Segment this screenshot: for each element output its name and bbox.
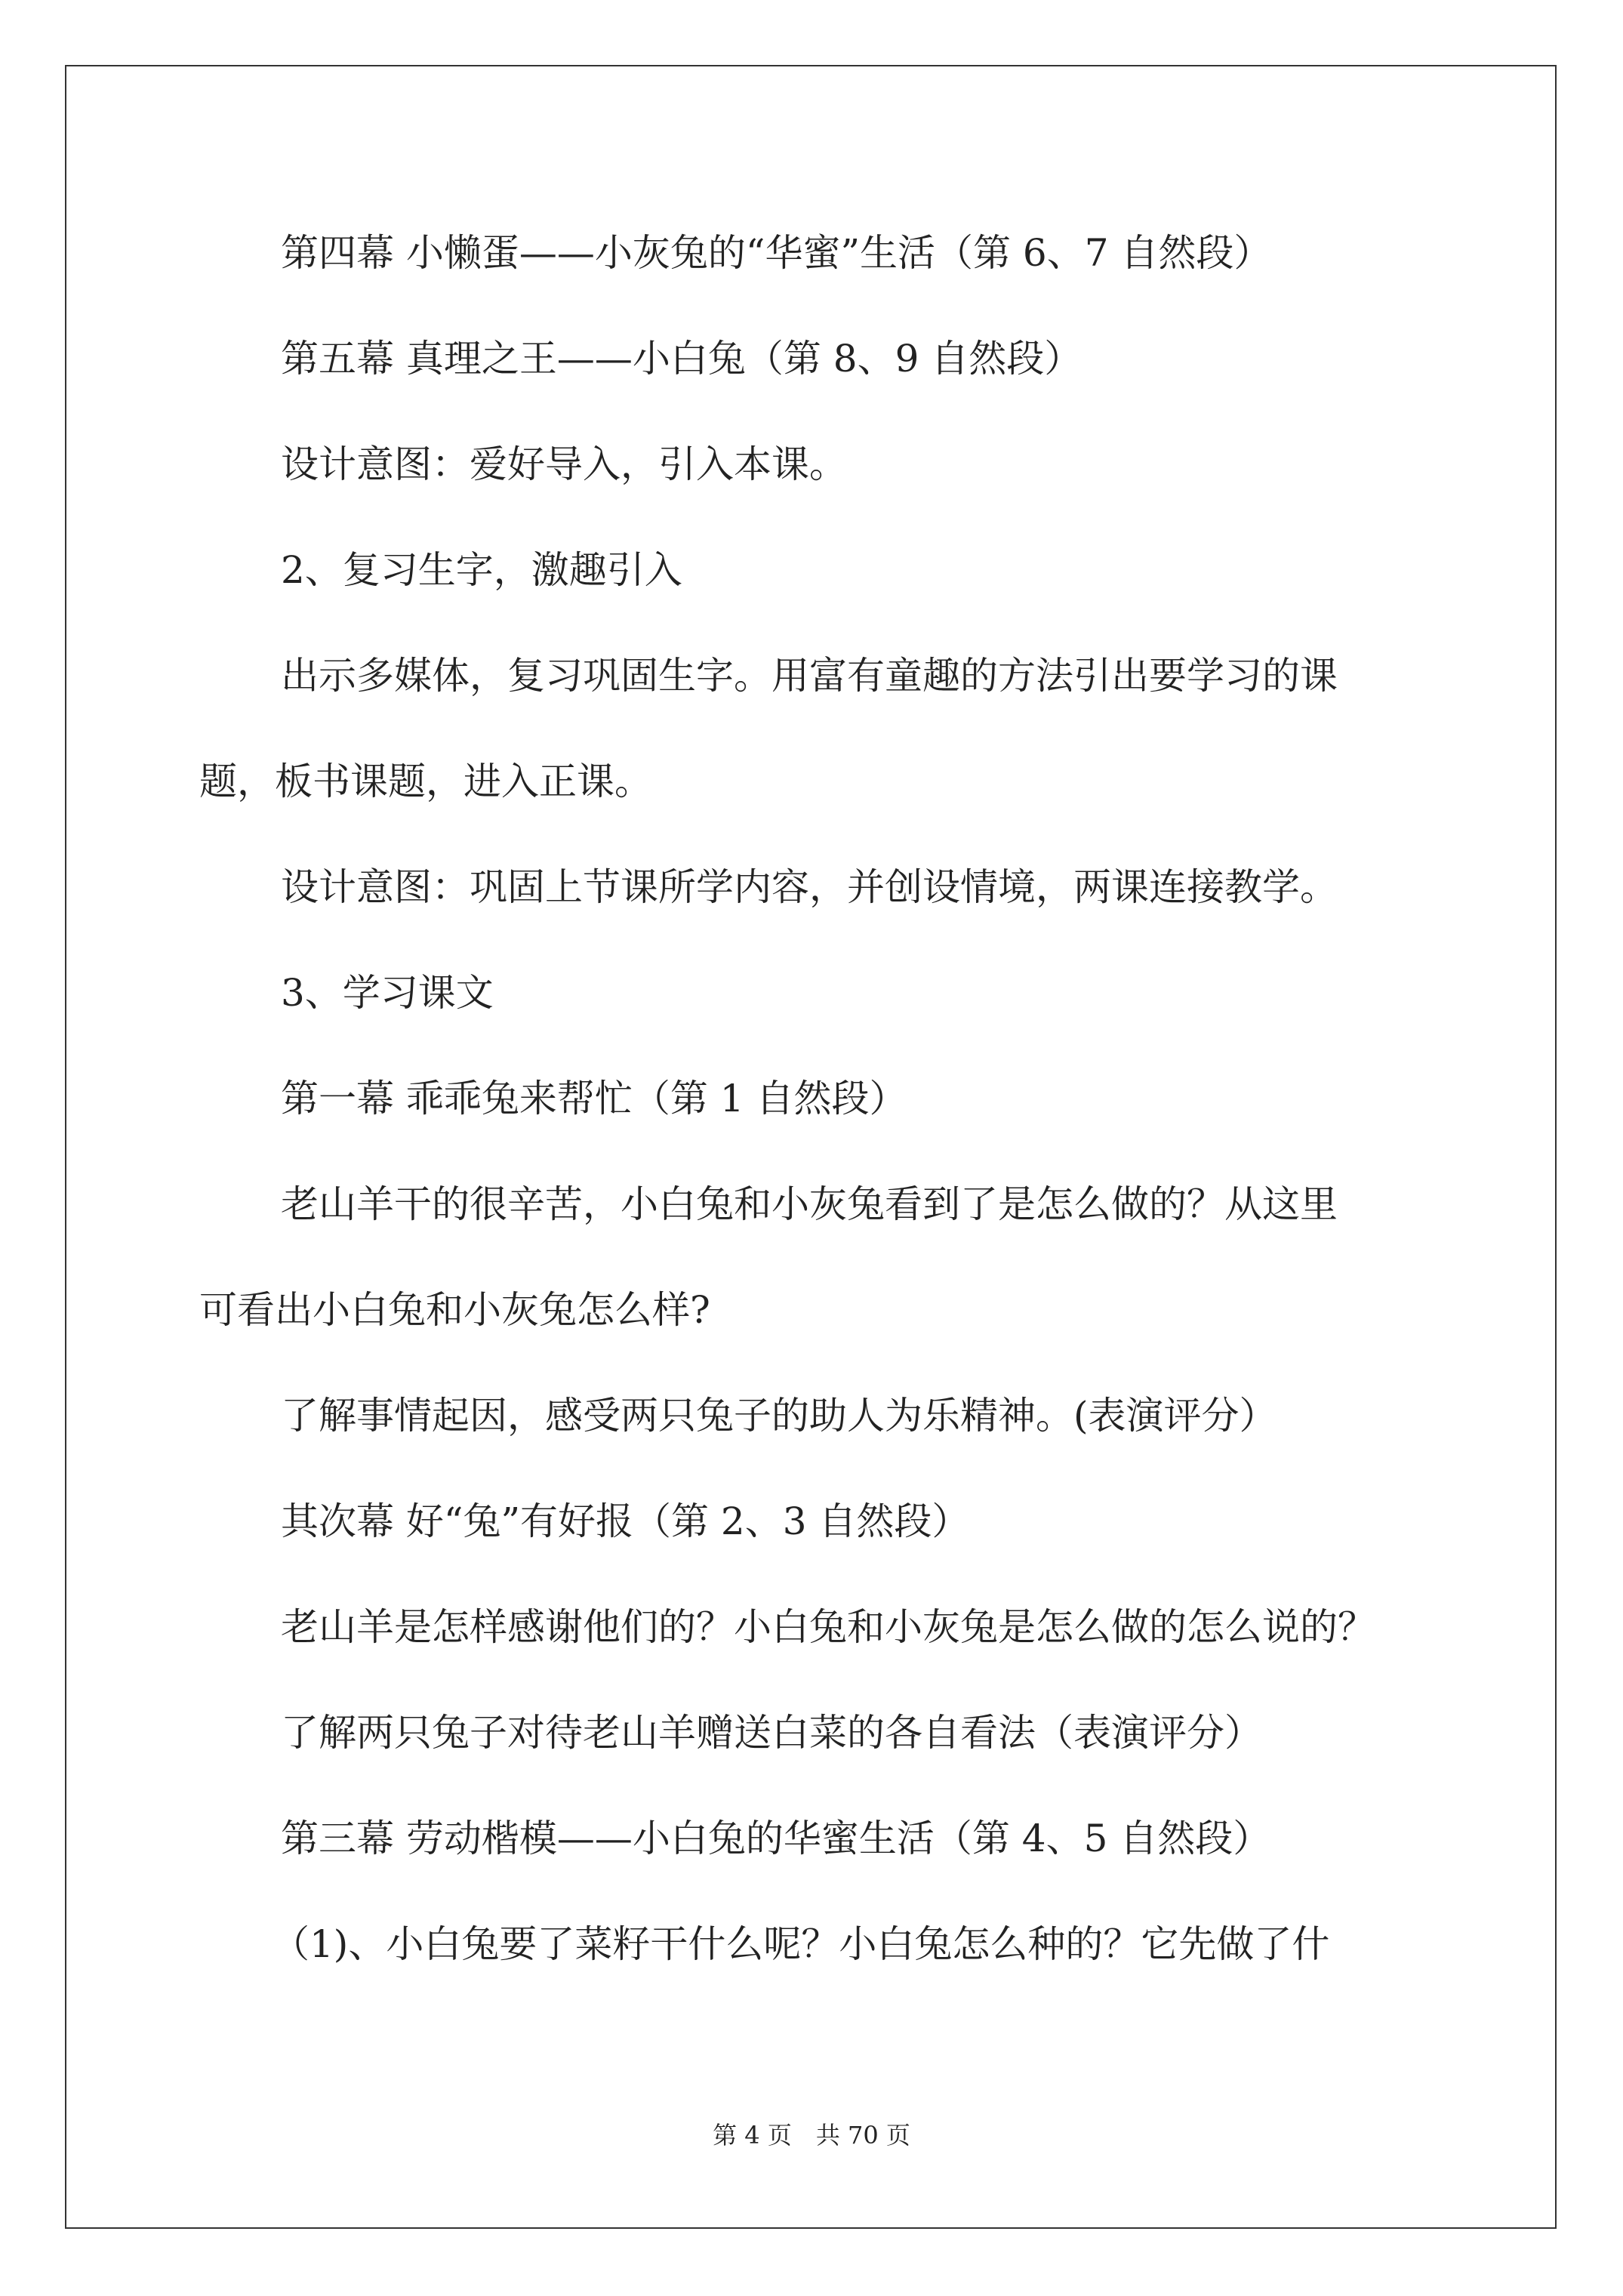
text-line-act3: 第三幕 劳动楷模——小白兔的华蜜生活（第 4、5 自然段） <box>281 1817 1271 1860</box>
text-line-section-3: 3、学习课文 <box>281 971 494 1015</box>
text-line-question-1-cont: 可看出小白兔和小灰兔怎么样? <box>199 1288 710 1332</box>
text-line-design-intent-1: 设计意图：爱好导入，引入本课。 <box>281 442 847 486</box>
text-line-understand-2: 了解两只兔子对待老山羊赠送白菜的各自看法（表演评分） <box>281 1711 1262 1755</box>
text-line-act1: 第一幕 乖乖兔来帮忙（第 1 自然段） <box>281 1077 907 1120</box>
text-line-design-intent-2: 设计意图：巩固上节课所学内容，并创设情境，两课连接教学。 <box>281 865 1338 909</box>
text-line-multimedia: 出示多媒体，复习巩固生字。用富有童趣的方法引出要学习的课 <box>281 654 1338 698</box>
text-line-act5: 第五幕 真理之王——小白兔（第 8、9 自然段） <box>281 337 1083 381</box>
text-line-question-3: （1)、小白兔要了菜籽干什么呢？小白兔怎么种的？它先做了什 <box>272 1922 1330 1966</box>
text-line-question-2: 老山羊是怎样感谢他们的？小白兔和小灰兔是怎么做的怎么说的？ <box>281 1605 1375 1649</box>
text-line-act4: 第四幕 小懒蛋——小灰兔的“华蜜”生活（第 6、7 自然段） <box>281 231 1272 275</box>
text-line-act2: 其次幕 好“兔”有好报（第 2、3 自然段） <box>281 1499 970 1543</box>
page-border <box>65 65 1557 2229</box>
text-line-question-1: 老山羊干的很辛苦，小白兔和小灰兔看到了是怎么做的？从这里 <box>281 1182 1338 1226</box>
text-line-understand-1: 了解事情起因，感受两只兔子的助人为乐精神。(表演评分） <box>281 1394 1277 1438</box>
text-line-section-2: 2、复习生字，激趣引入 <box>281 548 682 592</box>
text-line-multimedia-cont: 题，板书课题，进入正课。 <box>199 760 652 803</box>
page-number-footer: 第 4 页 共 70 页 <box>713 2121 910 2150</box>
